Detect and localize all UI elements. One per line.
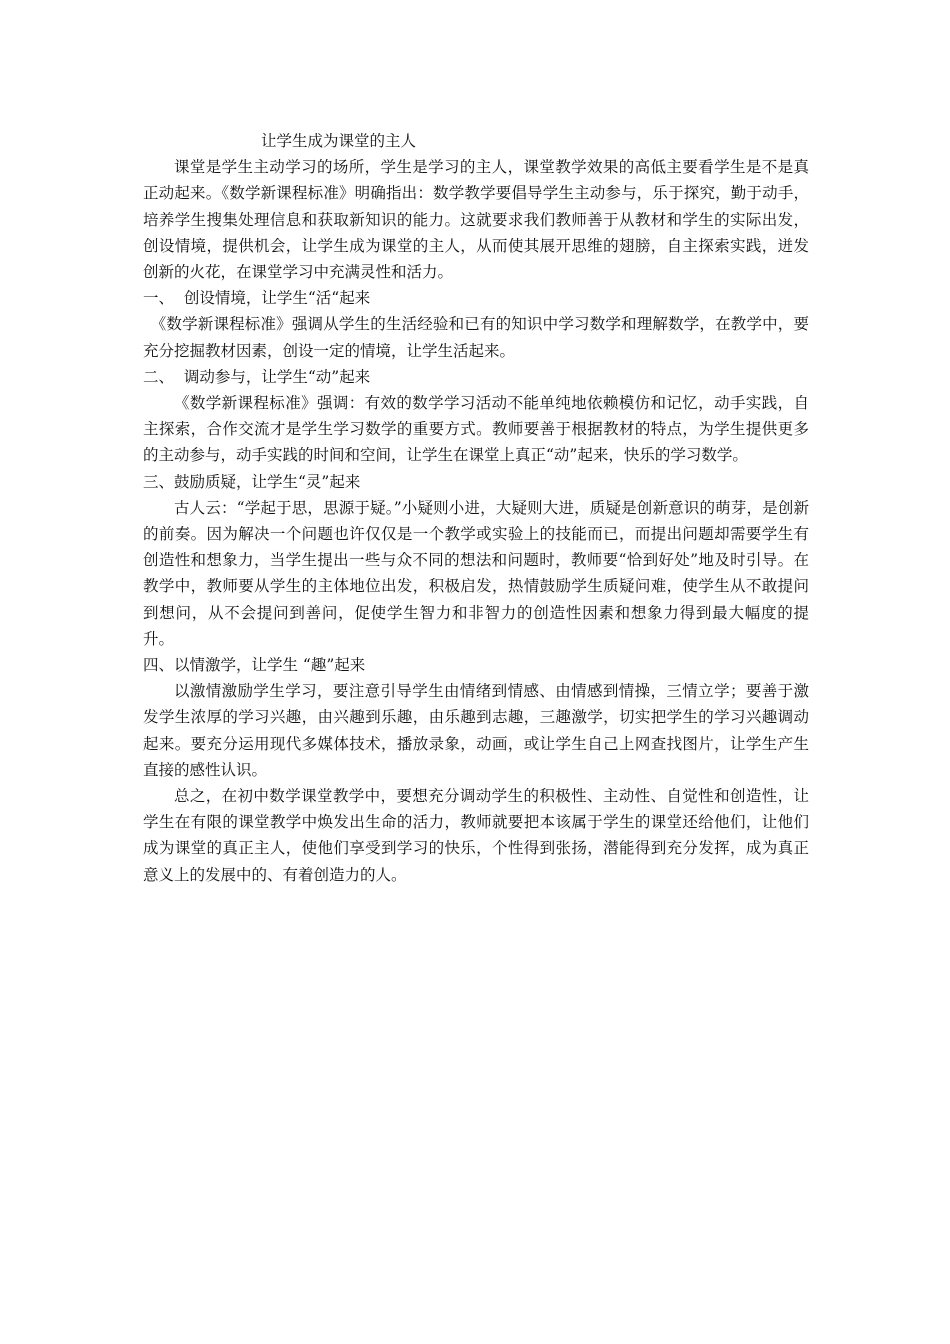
section-heading-4: 四、以情激学，让学生 “趣”起来 [143, 656, 366, 675]
section-heading-3: 三、鼓励质疑，让学生“灵”起来 [143, 472, 361, 491]
section-3-paragraph: 古人云：“学起于思，思源于疑。”小疑则小进，大疑则大进，质疑是创新意识的萌芽，是创新的前奏。因为解决一个问题也许仅仅是一个教学或实验上的技能而已，而提出问题却需要学生有创造性和想象力，当学生提出一些与众不同的想法和问题时，教师要“恰到好处”地及时引导。在教学中，教师要从学生的主体地位出发，积极启发，热情鼓励学生质疑问难，使学生从不敢提问到想问，从不会提问到善问，促使学生智力和非智力的创造性因素和想象力得到最大幅度的提升。 [143, 498, 809, 648]
section-2-paragraph: 《数学新课程标准》强调：有效的数学学习活动不能单纯地依赖模仿和记忆，动手实践，自主探索，合作交流才是学生学习数学的重要方式。教师要善于根据教材的特点，为学生提供更多的主动参与，动手实践的时间和空间，让学生在课堂上真正“动”起来，快乐的学习数学。 [143, 394, 809, 465]
document-title: 让学生成为课堂的主人 [261, 132, 417, 150]
section-heading-2: 二、 调动参与，让学生“动”起来 [143, 367, 371, 386]
section-4-paragraph: 以激情激励学生学习，要注意引导学生由情绪到情感、由情感到情操，三情立学；要善于激发学生浓厚的学习兴趣，由兴趣到乐趣，由乐趣到志趣，三趣激学，切实把学生的学习兴趣调动起来。要充分运用现代多媒体技术，播放录象，动画，或让学生自己上网查找图片，让学生产生直接的感性认识。 [143, 682, 809, 779]
section-heading-1: 一、 创设情境，让学生“活“起来 [143, 289, 371, 308]
document-page [143, 128, 809, 888]
section-1-paragraph: 《数学新课程标准》强调从学生的生活经验和已有的知识中学习数学和理解数学，在教学中，要充分挖掘教材因素，创设一定的情境，让学生活起来。 [143, 315, 809, 360]
conclusion-paragraph: 总之，在初中数学课堂教学中，要想充分调动学生的积极性、主动性、自觉性和创造性，让学生在有限的课堂教学中焕发出生命的活力，教师就要把本该属于学生的课堂还给他们，让他们成为课堂的真正主人，使他们享受到学习的快乐，个性得到张扬，潜能得到充分发挥，成为真正意义上的发展中的、有着创造力的人。 [143, 787, 809, 884]
intro-paragraph: 课堂是学生主动学习的场所，学生是学习的主人，课堂教学效果的高低主要看学生是不是真正动起来。《数学新课程标准》明确指出：数学教学要倡导学生主动参与，乐于探究，勤于动手，培养学生搜集处理信息和获取新知识的能力。这就要求我们教师善于从教材和学生的实际出发，创设情境，提供机会，让学生成为课堂的主人，从而使其展开思维的翅膀，自主探索实践，迸发创新的火花，在课堂学习中充满灵性和活力。 [143, 158, 809, 282]
